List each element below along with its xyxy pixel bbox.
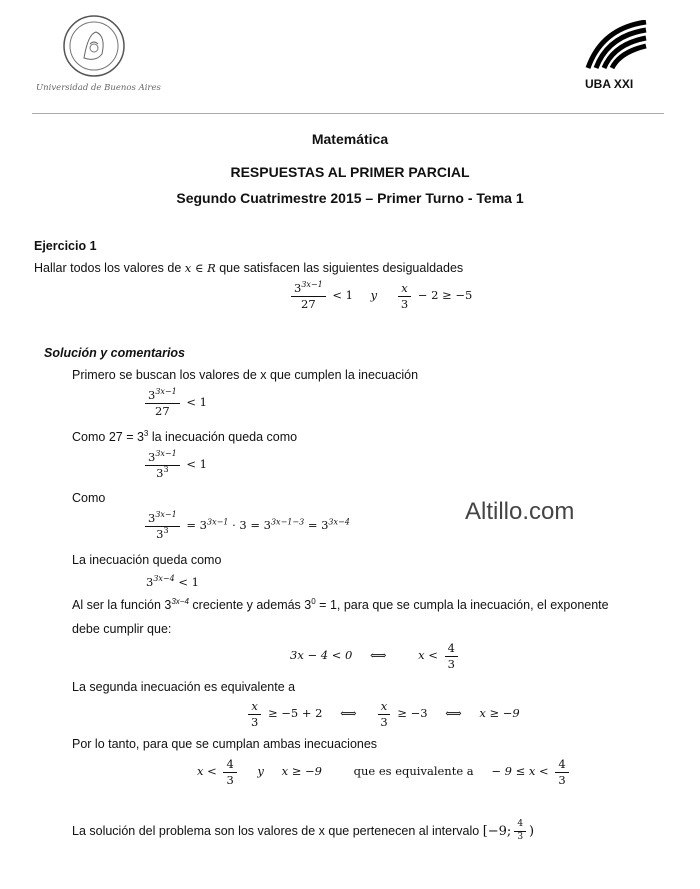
solution-conclusion: La solución del problema son los valores de x que pertenecen al intervalo [−9; $\frac{4}{3}$ ) (72, 819, 535, 842)
formula-3: $\frac{3^{3x-1}}{3^3}$ = $3^{3x-1} \cdot 3 = 3^{3x-1-3} = 3^{3x-4}$ (142, 512, 350, 540)
header-divider (32, 113, 664, 114)
formula-4: $3^{3x-4} < 1$ (146, 574, 199, 589)
watermark: Altillo.com (465, 498, 575, 525)
solution-paragraph-7: Por lo tanto, para que se cumplan ambas inecuaciones (72, 737, 378, 751)
exercise-statement: Hallar todos los valores de x ∈ R que satisfacen las siguientes desigualdades (34, 261, 464, 275)
solution-paragraph-3: Como (72, 491, 106, 505)
formula-6: $\frac{x}{3}$ ≥ −5 + 2 ⟺ $\frac{x}{3}$ ≥ −3 ⟺ x ≥ −9 (245, 700, 520, 728)
solution-paragraph-1: Primero se buscan los valores de x que cumplen la inecuación (72, 368, 419, 382)
page-title: RESPUESTAS AL PRIMER PARCIAL (230, 164, 470, 180)
subject-title: Matemática (311, 131, 389, 147)
formula-5: 3x − 4 < 0 ⟺ x < $\frac{4}{3}$ (290, 642, 461, 670)
solution-paragraph-6: La segunda inecuación es equivalente a (72, 680, 296, 694)
uba-xxi-stripes-icon (584, 20, 648, 70)
solution-paragraph-2: Como $27 = 3^3$ la inecuación queda como (72, 428, 298, 444)
solution-paragraph-5: Al ser la función $3^{3x-4}$ creciente y además $3^0 = 1$, para que se cumpla la inecuación, el exponente (72, 596, 609, 612)
university-caption: Universidad de Buenos Aires (36, 83, 161, 93)
formula-1: $\frac{3^{3x-1}}{27}$ < 1 (142, 389, 207, 417)
university-seal-icon (62, 14, 126, 78)
solution-heading: Solución y comentarios (44, 346, 186, 360)
solution-paragraph-4: La inecuación queda como (72, 553, 222, 567)
exercise-label: Ejercicio 1 (34, 239, 97, 253)
formula-7: x < $\frac{4}{3}$ y x ≥ −9 que es equivalente a − 9 ≤ x < $\frac{4}{3}$ (197, 758, 572, 786)
brand-name: UBA XXI (585, 77, 634, 91)
exercise-inequalities: $\frac{3^{3x-1}}{27}$ < 1 y $\frac{x}{3}$ − 2 ≥ −5 (288, 282, 472, 310)
page-subtitle: Segundo Cuatrimestre 2015 – Primer Turno - Tema 1 (176, 190, 524, 206)
solution-paragraph-5-line-2: debe cumplir que: (72, 622, 172, 636)
formula-2: $\frac{3^{3x-1}}{3^3}$ < 1 (142, 451, 207, 479)
